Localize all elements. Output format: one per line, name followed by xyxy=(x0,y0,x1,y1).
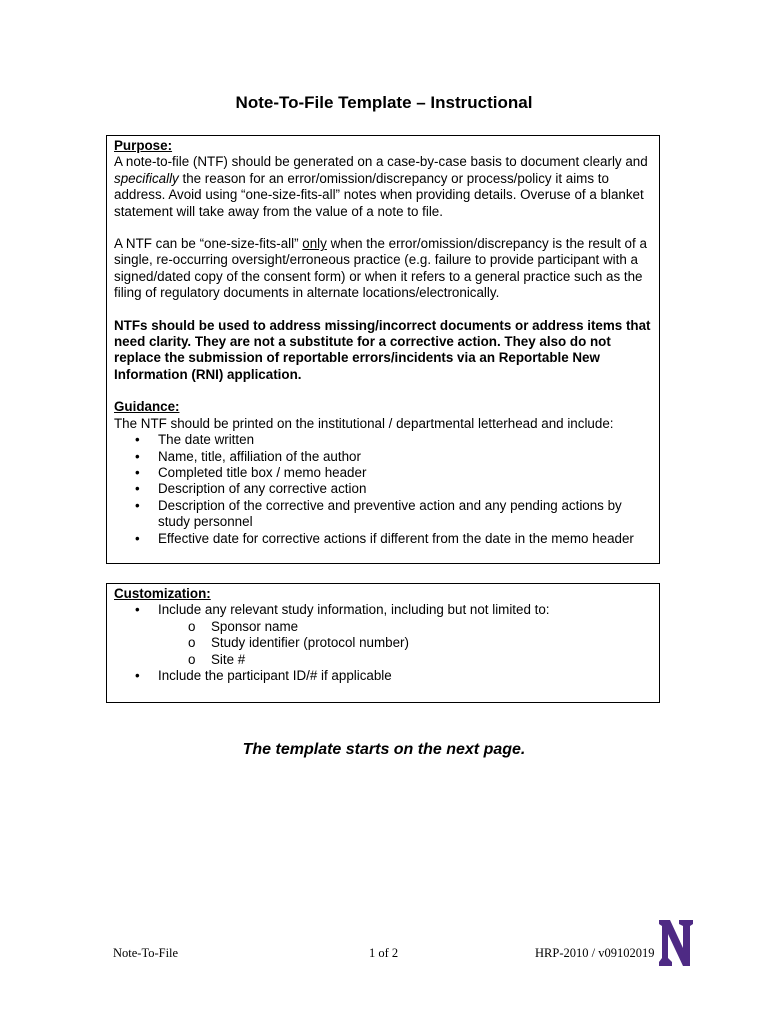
customization-list xyxy=(114,602,651,684)
next-page-note: The template starts on the next page. xyxy=(242,741,526,758)
customization-item-1: Include any relevant study information, including but not limited to: xyxy=(158,602,550,618)
footer-left: Note-To-File xyxy=(113,946,179,960)
purpose-paragraph-3: NTFs should be used to address missing/incorrect documents or address items that need clarity. They are not a substitute for a corrective action. They also do not replace the submission of reportable errors/incidents via an Reportable New Information (RNI) application. xyxy=(114,317,651,382)
purpose-p1-emphasis: specifically xyxy=(114,170,179,186)
purpose-p2-text-a: A NTF can be “one-size-fits-all” xyxy=(114,236,303,252)
purpose-p1-text-b: the reason for an error/omission/discrepancy or process/policy it aims to address. Avoid using “one-size-fits-all” notes when providing details. Overuse of a blanket statement will take away from the value of a note to file. xyxy=(114,170,644,219)
list-item: o Site # xyxy=(114,652,651,668)
customization-sublist xyxy=(114,619,651,668)
guidance-heading: Guidance: xyxy=(114,399,180,415)
purpose-heading: Purpose: xyxy=(114,138,173,153)
customization-box xyxy=(106,583,660,703)
document-title: Note-To-File Template – Instructional xyxy=(235,93,533,112)
footer-version: HRP-2010 / v09102019 xyxy=(535,946,655,960)
list-item: o Sponsor name xyxy=(114,619,651,635)
northwestern-logo-icon xyxy=(659,918,693,968)
purpose-p1-text-a: A note-to-file (NTF) should be generated on a case-by-case basis to document clearly and xyxy=(114,154,648,170)
list-item: • Description of any corrective action xyxy=(114,481,651,497)
purpose-paragraph-1 xyxy=(114,154,651,220)
footer-page-number: 1 of 2 xyxy=(369,946,399,960)
list-item: • Name, title, affiliation of the author xyxy=(114,449,651,465)
customization-heading: Customization: xyxy=(114,586,211,601)
purpose-paragraph-2 xyxy=(114,236,651,302)
purpose-p2-text-b: when the error/omission/discrepancy is the result of a single, re-occurring oversight/erroneous practice (e.g. failure to provide participant with a signed/dated copy of the consent form) or when it refers to a general practice such as the filing of regulatory documents in alternate locations/electronically. xyxy=(114,236,647,301)
list-item: o Study identifier (protocol number) xyxy=(114,635,651,651)
list-item xyxy=(114,602,651,668)
list-item: • Effective date for corrective actions if different from the date in the memo header xyxy=(114,531,651,547)
guidance-list xyxy=(114,432,651,547)
purpose-p2-underline: only xyxy=(302,236,327,252)
list-item: • Include the participant ID/# if applicable xyxy=(114,668,651,684)
list-item: • The date written xyxy=(114,432,651,448)
list-item: • Description of the corrective and preventive action and any pending actions by study personnel xyxy=(114,498,651,531)
purpose-guidance-box xyxy=(106,135,660,564)
list-item: • Completed title box / memo header xyxy=(114,465,651,481)
guidance-intro: The NTF should be printed on the institutional / departmental letterhead and include: xyxy=(114,415,614,431)
